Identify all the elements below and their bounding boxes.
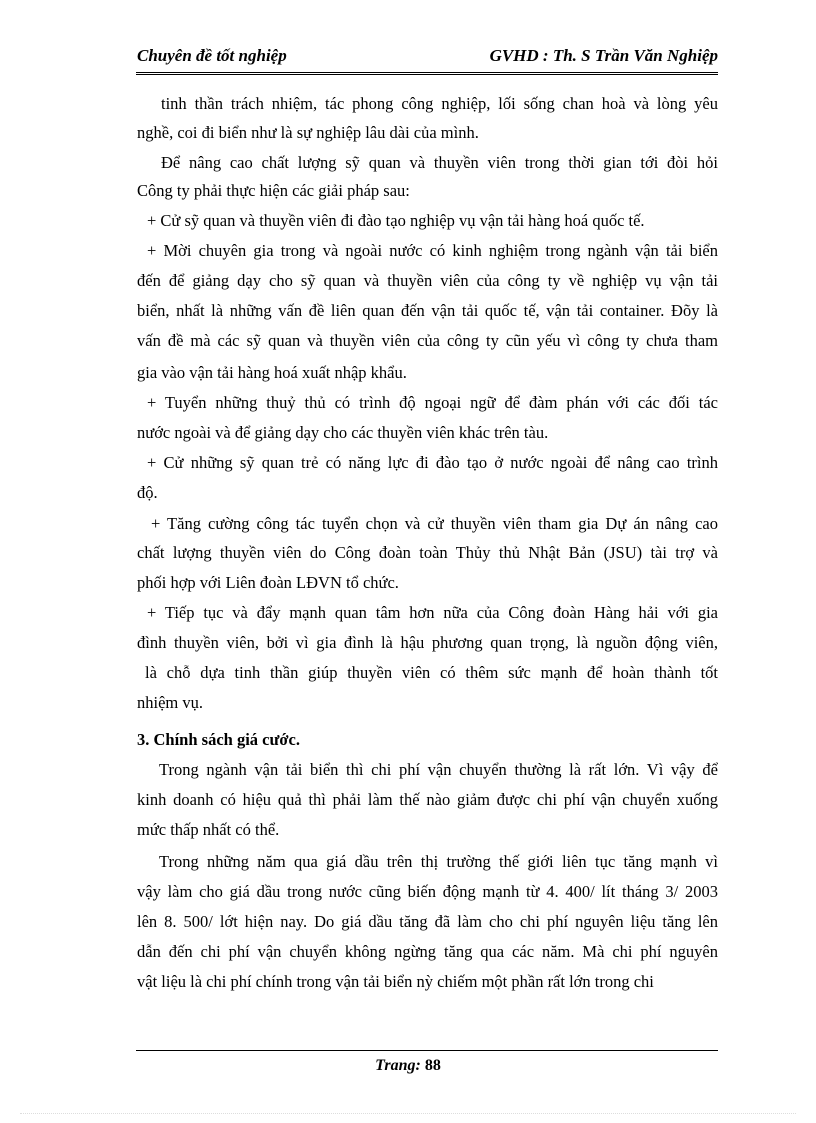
text-line: + Mời chuyên gia trong và ngoài nước có kinh nghiệm trong ngành vận tải biển	[147, 241, 718, 260]
header-left-title: Chuyên đề tốt nghiệp	[137, 46, 287, 65]
page-number	[0, 1057, 816, 1075]
text-line: nhiệm vụ.	[137, 693, 203, 712]
text-line: + Cử những sỹ quan trẻ có năng lực đi đào tạo ở nước ngoài để nâng cao trình	[147, 453, 718, 472]
text-line: đình thuyền viên, bởi vì gia đình là hậu phương quan trọng, là nguồn động viên,	[137, 633, 718, 652]
text-line: Công ty phải thực hiện các giải pháp sau:	[137, 181, 410, 200]
text-line: lên 8. 500/ lớt hiện nay. Do giá dầu tăng đã làm cho chi phí nguyên liệu tăng lên	[137, 912, 718, 931]
section-heading: 3. Chính sách giá cước.	[137, 730, 300, 749]
text-line: gia vào vận tải hàng hoá xuất nhập khẩu.	[137, 363, 407, 382]
text-line: + Cử sỹ quan và thuyền viên đi đào tạo nghiệp vụ vận tải hàng hoá quốc tế.	[147, 211, 645, 230]
text-line: + Tuyển những thuỷ thủ có trình độ ngoại ngữ để đàm phán với các đối tác	[147, 393, 718, 412]
text-line: Trong những năm qua giá dầu trên thị trường thế giới liên tục tăng mạnh vì	[159, 852, 718, 871]
text-line: tinh thần trách nhiệm, tác phong công nghiệp, lối sống chan hoà và lòng yêu	[161, 94, 718, 113]
text-line: + Tăng cường công tác tuyển chọn và cử thuyền viên tham gia Dự án nâng cao	[151, 514, 718, 533]
header-right-advisor: GVHD : Th. S Trần Văn Nghiệp	[489, 46, 718, 65]
text-line: độ.	[137, 483, 158, 502]
text-line: Trong ngành vận tải biển thì chi phí vận chuyển thường là rất lớn. Vì vậy để	[159, 760, 718, 779]
page-label: Trang:	[375, 1057, 421, 1074]
page-value: 88	[424, 1057, 441, 1074]
text-line: vật liệu là chi phí chính trong vận tải biển nỳ chiếm một phần rất lớn trong chi	[137, 972, 654, 991]
text-line: phối hợp với Liên đoàn LĐVN tổ chức.	[137, 573, 399, 592]
text-line: nghề, coi đi biển như là sự nghiệp lâu dài của mình.	[137, 123, 479, 142]
text-line: kinh doanh có hiệu quả thì phải làm thế nào giảm được chi phí vận chuyển xuống	[137, 790, 718, 809]
text-line: đến để giảng dạy cho sỹ quan và thuyền viên của công ty về nghiệp vụ vận tải	[137, 271, 718, 290]
text-line: mức thấp nhất có thể.	[137, 820, 280, 839]
text-line: vậy làm cho giá dầu trong nước cũng biến động mạnh từ 4. 400/ lít tháng 3/ 2003	[137, 882, 718, 901]
text-line: chất lượng thuyền viên do Công đoàn toàn Thủy thủ Nhật Bản (JSU) tài trợ và	[137, 543, 718, 562]
header-divider	[136, 72, 718, 75]
text-line: dẫn đến chi phí vận chuyển không ngừng tăng qua các năm. Mà chi phí nguyên	[137, 942, 718, 961]
text-line: + Tiếp tục và đẩy mạnh quan tâm hơn nữa của Công đoàn Hàng hải với gia	[147, 603, 718, 622]
text-line: vấn đề mà các sỹ quan và thuyền viên của công ty cũn yếu vì công ty chưa tham	[137, 331, 718, 350]
text-line: là chỗ dựa tinh thần giúp thuyền viên có thêm sức mạnh để hoàn thành tốt	[145, 663, 718, 682]
text-line: nước ngoài và để giảng dạy cho các thuyền viên khác trên tàu.	[137, 423, 549, 442]
footer-divider	[136, 1050, 718, 1051]
text-line: Để nâng cao chất lượng sỹ quan và thuyền viên trong thời gian tới đòi hỏi	[161, 153, 718, 172]
text-line: biển, nhất là những vấn đề liên quan đến vận tải quốc tế, vận tải container. Đõy là	[137, 301, 718, 320]
page-edge	[20, 1113, 796, 1114]
